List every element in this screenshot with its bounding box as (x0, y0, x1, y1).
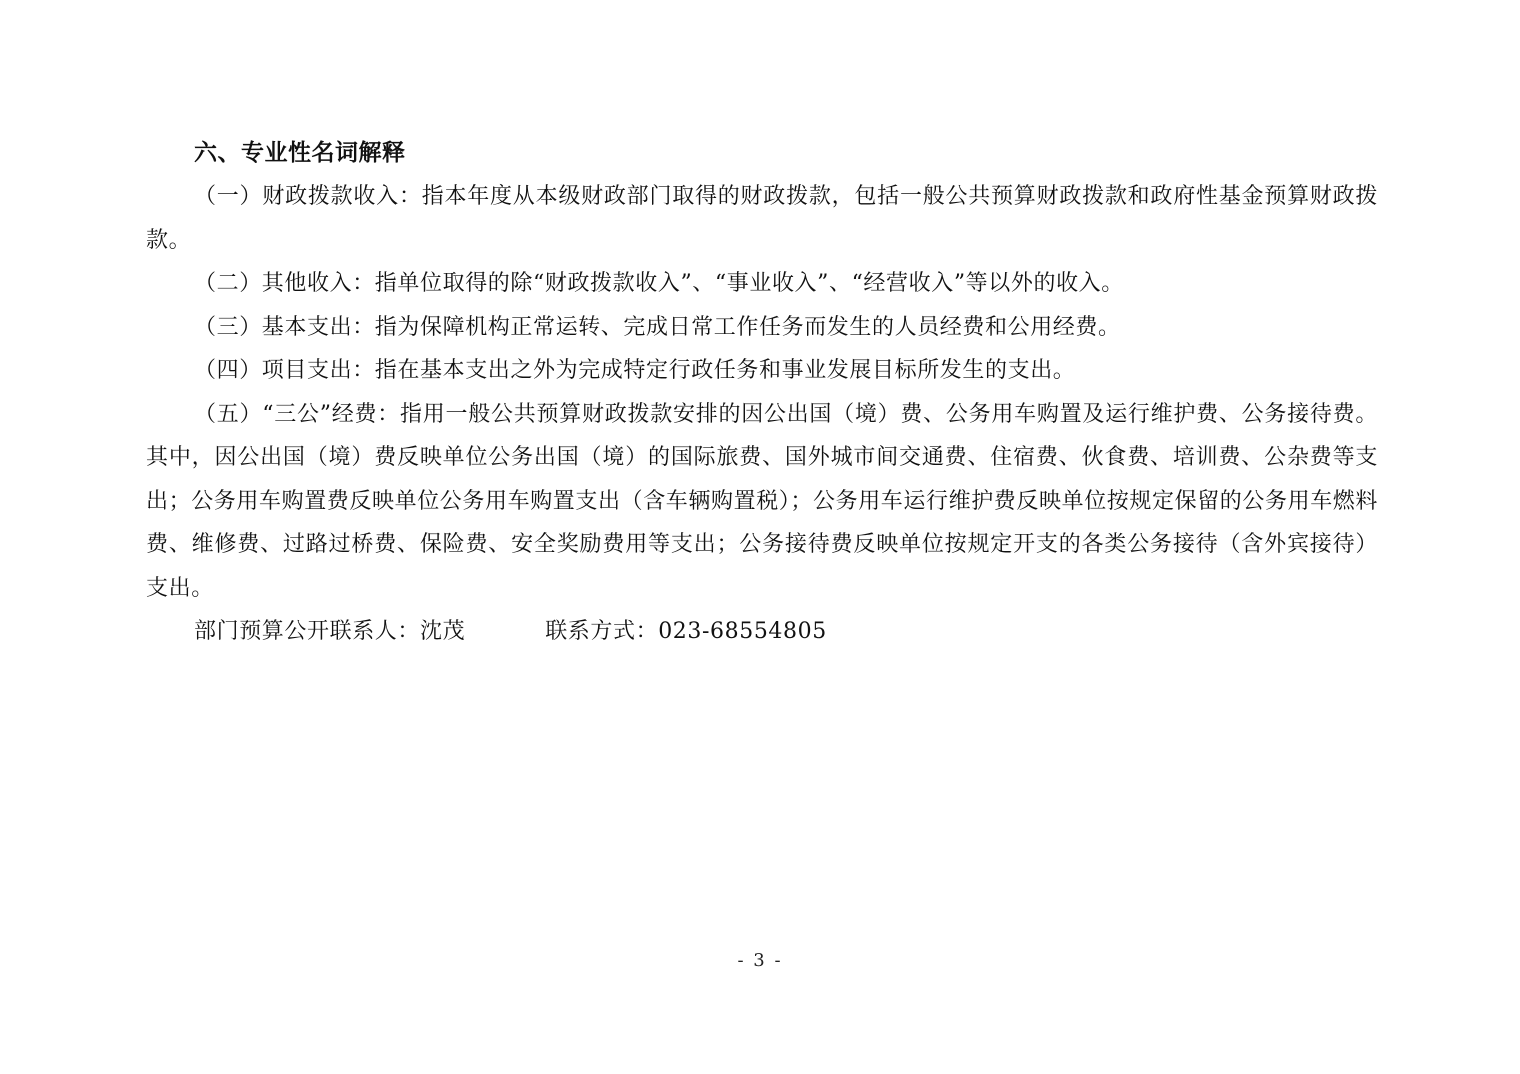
paragraph-three-public-expenses: （五）“三公”经费：指用一般公共预算财政拨款安排的因公出国（境）费、公务用车购置及运行维护费、公务接待费。其中，因公出国（境）费反映单位公务出国（境）的国际旅费、国外城市间交通费、住宿费、伙食费、培训费、公杂费等支出；公务用车购置费反映单位公务用车购置支出（含车辆购置税）；公务用车运行维护费反映单位按规定保留的公务用车燃料费、维修费、过路过桥费、保险费、安全奖励费用等支出；公务接待费反映单位按规定开支的各类公务接待（含外宾接待）支出。 (146, 401, 1379, 601)
contact-phone: 联系方式：023-68554805 (545, 619, 827, 644)
paragraph-project-expenditure: （四）项目支出：指在基本支出之外为完成特定行政任务和事业发展目标所发生的支出。 (194, 358, 1076, 383)
paragraph-fiscal-appropriation-income: （一）财政拨款收入：指本年度从本级财政部门取得的财政拨款，包括一般公共预算财政拨款和政府性基金预算财政拨款。 (146, 184, 1378, 253)
contact-line (146, 610, 1378, 654)
section-heading: 六、专业性名词解释 (194, 140, 406, 166)
paragraph-basic-expenditure: （三）基本支出：指为保障机构正常运转、完成日常工作任务而发生的人员经费和公用经费。 (194, 314, 1121, 340)
contact-person: 部门预算公开联系人：沈茂 (194, 619, 466, 644)
paragraph-other-income: （二）其他收入：指单位取得的除“财政拨款收入”、“事业收入”、“经营收入”等以外的收入。 (194, 271, 1124, 296)
document-body (146, 132, 1378, 654)
page-number: - 3 - (737, 950, 783, 971)
